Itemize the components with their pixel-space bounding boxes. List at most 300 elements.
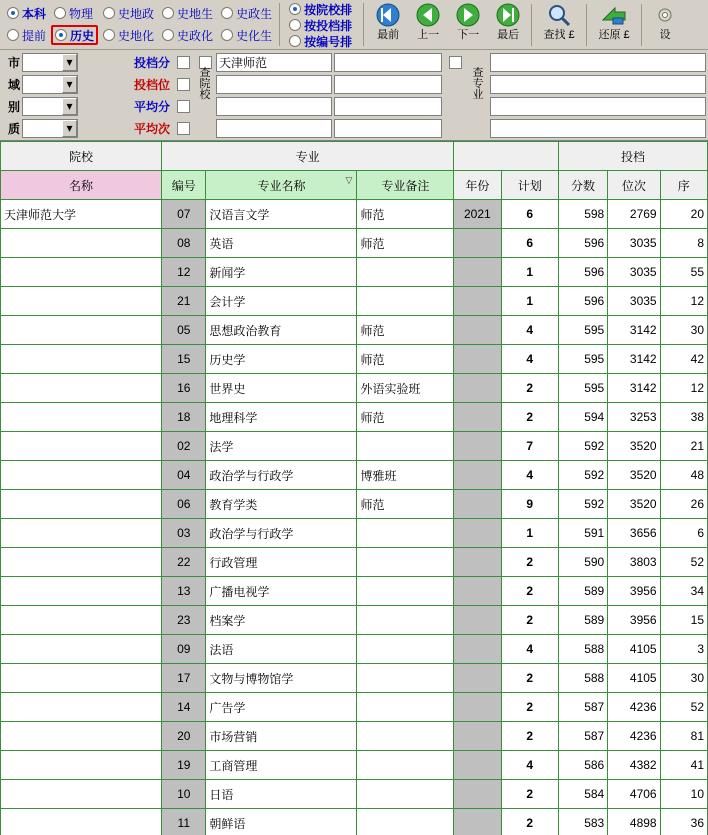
cell-plan: 2 [501, 403, 558, 432]
cell-order: 48 [660, 461, 707, 490]
cell-score: 587 [558, 722, 607, 751]
radio-label: 史地化 [118, 28, 155, 43]
radio-lishi[interactable] [51, 25, 98, 45]
cell-score: 592 [558, 490, 607, 519]
quality-combo[interactable] [22, 119, 78, 138]
cell-year [454, 519, 501, 548]
button-label: 上一 [417, 29, 440, 41]
cell-major-name: 新闻学 [206, 258, 357, 287]
cell-major-code: 06 [162, 490, 206, 519]
cell-school-name [1, 461, 162, 490]
radio-shizhenghua[interactable] [159, 25, 216, 45]
cell-rank: 4898 [608, 809, 660, 835]
cell-major-code: 12 [162, 258, 206, 287]
cell-major-note [357, 577, 454, 606]
gear-icon [656, 1, 674, 29]
settings-button[interactable] [645, 1, 685, 47]
group-header-blank [454, 142, 559, 171]
rank-checkbox[interactable] [177, 78, 190, 91]
cell-major-name: 广告学 [206, 693, 357, 722]
cell-major-name: 政治学与行政学 [206, 519, 357, 548]
last-page-icon [493, 1, 523, 29]
button-label: 查找 £ [543, 29, 575, 41]
cell-year [454, 229, 501, 258]
table-row[interactable] [1, 490, 708, 519]
school-extra-input-5[interactable] [334, 97, 442, 116]
cell-major-name: 思想政治教育 [206, 316, 357, 345]
cell-year [454, 751, 501, 780]
major-filter-checkbox[interactable] [449, 56, 462, 69]
search-button[interactable] [535, 1, 583, 47]
cell-score: 595 [558, 374, 607, 403]
cell-major-note: 外语实验班 [357, 374, 454, 403]
cell-order: 6 [660, 519, 707, 548]
radio-dot-icon [103, 29, 115, 41]
table-row[interactable] [1, 374, 708, 403]
radio-label: 史地政 [118, 6, 155, 21]
cell-major-name: 日语 [206, 780, 357, 809]
cell-major-note: 师范 [357, 229, 454, 258]
search-icon [544, 1, 574, 29]
column-header-plan[interactable]: 计划 [501, 171, 558, 200]
cell-year [454, 548, 501, 577]
cell-rank: 2769 [608, 200, 660, 229]
school-extra-input-2[interactable] [216, 75, 332, 94]
cell-rank: 3142 [608, 345, 660, 374]
cell-rank: 4236 [608, 722, 660, 751]
cell-rank: 3035 [608, 229, 660, 258]
button-label: 最后 [497, 29, 520, 41]
score-checkbox[interactable] [177, 56, 190, 69]
cell-order: 15 [660, 606, 707, 635]
table-row[interactable] [1, 693, 708, 722]
cell-school-name: 天津师范大学 [1, 200, 162, 229]
cell-school-name [1, 432, 162, 461]
radio-dot-icon [162, 7, 174, 19]
cell-major-code: 11 [162, 809, 206, 835]
grid-group-header-row [1, 142, 708, 171]
cell-school-name [1, 751, 162, 780]
cell-year [454, 461, 501, 490]
cell-school-name [1, 229, 162, 258]
filter-label-rank: 投档位 [133, 77, 170, 92]
radio-label: 史地生 [177, 6, 214, 21]
filter-label-quality: 质 [7, 121, 20, 136]
cell-order: 52 [660, 548, 707, 577]
major-checkbox-wrap [444, 56, 466, 69]
radio-shidisheng[interactable] [159, 3, 216, 23]
cell-school-name [1, 403, 162, 432]
cell-order: 12 [660, 374, 707, 403]
toolbar-divider [531, 4, 532, 46]
cell-plan: 9 [501, 490, 558, 519]
chevron-down-icon: ▾ [62, 54, 77, 71]
table-row[interactable] [1, 461, 708, 490]
cell-order: 30 [660, 664, 707, 693]
cell-major-code: 10 [162, 780, 206, 809]
cell-plan: 2 [501, 780, 558, 809]
radio-wuli[interactable] [51, 3, 98, 23]
cell-major-name: 汉语言文学 [206, 200, 357, 229]
cell-major-note [357, 519, 454, 548]
cell-school-name [1, 316, 162, 345]
cell-major-code: 02 [162, 432, 206, 461]
cell-major-note [357, 809, 454, 835]
table-row[interactable] [1, 432, 708, 461]
cell-score: 595 [558, 316, 607, 345]
table-row[interactable] [1, 809, 708, 835]
major-vlabel-wrap-2 [466, 68, 490, 101]
major-extra-input-4[interactable] [490, 119, 706, 138]
cell-score: 584 [558, 780, 607, 809]
radio-label: 按院校排 [304, 2, 353, 17]
cell-major-code: 18 [162, 403, 206, 432]
radio-benke[interactable] [4, 3, 49, 23]
radio-label: 按投档排 [304, 18, 353, 33]
table-row[interactable] [1, 403, 708, 432]
cell-school-name [1, 258, 162, 287]
cell-rank: 4382 [608, 751, 660, 780]
table-row[interactable] [1, 722, 708, 751]
cell-year [454, 809, 501, 835]
type-combo[interactable] [22, 97, 78, 116]
major-extra-input-3[interactable] [490, 97, 706, 116]
cell-score: 591 [558, 519, 607, 548]
city-combo[interactable] [22, 53, 78, 72]
toolbar-divider [586, 4, 587, 46]
radio-label: 物理 [69, 6, 94, 21]
cell-score: 589 [558, 606, 607, 635]
cell-major-code: 13 [162, 577, 206, 606]
cell-plan: 6 [501, 229, 558, 258]
cell-major-note: 师范 [357, 345, 454, 374]
radio-tiqian[interactable] [4, 25, 49, 45]
filter-label-avg-score: 平均分 [133, 99, 170, 114]
cell-major-code: 20 [162, 722, 206, 751]
cell-major-code: 16 [162, 374, 206, 403]
cell-score: 596 [558, 229, 607, 258]
radio-label: 本科 [22, 6, 47, 21]
column-header-name[interactable]: 名称 [1, 171, 162, 200]
group-header-school: 院校 [1, 142, 162, 171]
column-header-major-note[interactable]: 专业备注 [357, 171, 454, 200]
cell-major-note: 师范 [357, 200, 454, 229]
button-label: 设 [659, 29, 671, 41]
cell-score: 590 [558, 548, 607, 577]
cell-order: 42 [660, 345, 707, 374]
cell-rank: 4236 [608, 693, 660, 722]
radio-label: 史政生 [236, 6, 273, 21]
avg-rank-checkbox[interactable] [177, 122, 190, 135]
cell-score: 596 [558, 258, 607, 287]
cell-year [454, 606, 501, 635]
cell-rank: 3253 [608, 403, 660, 432]
cell-school-name [1, 287, 162, 316]
cell-major-name: 教育学类 [206, 490, 357, 519]
table-row[interactable] [1, 345, 708, 374]
cell-order: 55 [660, 258, 707, 287]
cell-score: 586 [558, 751, 607, 780]
cell-major-note: 师范 [357, 403, 454, 432]
cell-order: 41 [660, 751, 707, 780]
table-row[interactable] [1, 316, 708, 345]
region-combo[interactable] [22, 75, 78, 94]
toolbar-divider [279, 3, 280, 46]
cell-major-note [357, 751, 454, 780]
cell-plan: 2 [501, 664, 558, 693]
first-page-button[interactable] [368, 1, 408, 47]
major-extra-input-1[interactable] [490, 53, 706, 72]
radio-dot-icon [289, 3, 301, 15]
sort-radio-group [284, 0, 359, 49]
cell-plan: 2 [501, 606, 558, 635]
button-label: 下一 [457, 29, 480, 41]
radio-dot-icon [7, 29, 19, 41]
cell-major-code: 05 [162, 316, 206, 345]
cell-major-code: 17 [162, 664, 206, 693]
cell-school-name [1, 374, 162, 403]
subject-radio-group [0, 0, 275, 49]
cell-score: 588 [558, 635, 607, 664]
cell-rank: 3035 [608, 258, 660, 287]
cell-school-name [1, 635, 162, 664]
school-search-label: 查院校 [199, 66, 211, 101]
column-header-score[interactable]: 分数 [558, 171, 607, 200]
cell-rank: 3956 [608, 606, 660, 635]
cell-school-name [1, 722, 162, 751]
cell-major-code: 08 [162, 229, 206, 258]
radio-label: 史政化 [177, 28, 214, 43]
cell-plan: 1 [501, 287, 558, 316]
cell-year [454, 490, 501, 519]
avg-rank-checkbox-wrap [172, 122, 194, 135]
school-extra-input-4[interactable] [216, 97, 332, 116]
radio-dot-icon [103, 7, 115, 19]
table-row[interactable] [1, 664, 708, 693]
radio-dot-icon [221, 29, 233, 41]
cell-rank: 3142 [608, 316, 660, 345]
cell-major-name: 地理科学 [206, 403, 357, 432]
cell-major-name: 行政管理 [206, 548, 357, 577]
cell-plan: 2 [501, 693, 558, 722]
school-extra-input-1[interactable] [334, 53, 442, 72]
prev-page-icon [413, 1, 443, 29]
cell-order: 52 [660, 693, 707, 722]
cell-plan: 4 [501, 461, 558, 490]
cell-major-name: 世界史 [206, 374, 357, 403]
cell-year [454, 577, 501, 606]
filter-label-region: 域 [7, 77, 20, 92]
radio-dot-icon [55, 29, 67, 41]
radio-label: 提前 [22, 28, 47, 43]
grid-header-row [1, 171, 708, 200]
table-row[interactable] [1, 635, 708, 664]
radio-dot-icon [54, 7, 66, 19]
table-row[interactable] [1, 258, 708, 287]
table-row[interactable] [1, 200, 708, 229]
cell-order: 81 [660, 722, 707, 751]
cell-score: 589 [558, 577, 607, 606]
avg-score-checkbox[interactable] [177, 100, 190, 113]
school-vlabel-wrap [194, 68, 216, 101]
radio-dot-icon [7, 7, 19, 19]
cell-order: 38 [660, 403, 707, 432]
toolbar-divider [641, 4, 642, 46]
cell-major-note [357, 693, 454, 722]
cell-major-code: 14 [162, 693, 206, 722]
cell-year [454, 374, 501, 403]
cell-school-name [1, 577, 162, 606]
group-header-major: 专业 [162, 142, 454, 171]
next-page-button[interactable] [448, 1, 488, 47]
first-page-icon [373, 1, 403, 29]
cell-year [454, 635, 501, 664]
column-header-label: 专业名称 [257, 178, 306, 193]
cell-year [454, 258, 501, 287]
cell-score: 592 [558, 461, 607, 490]
cell-rank: 3956 [608, 577, 660, 606]
cell-year [454, 432, 501, 461]
cell-major-name: 市场营销 [206, 722, 357, 751]
cell-school-name [1, 809, 162, 835]
radio-dot-icon [289, 19, 301, 31]
cell-major-note [357, 722, 454, 751]
cell-major-note [357, 664, 454, 693]
radio-dot-icon [221, 7, 233, 19]
cell-major-code: 19 [162, 751, 206, 780]
cell-score: 587 [558, 693, 607, 722]
column-header-code[interactable]: 编号 [162, 171, 206, 200]
next-page-icon [453, 1, 483, 29]
cell-major-name: 会计学 [206, 287, 357, 316]
cell-major-code: 21 [162, 287, 206, 316]
filter-label-city: 市 [7, 55, 20, 70]
cell-year [454, 693, 501, 722]
cell-rank: 4706 [608, 780, 660, 809]
cell-major-code: 23 [162, 606, 206, 635]
cell-major-name: 英语 [206, 229, 357, 258]
grid-body [1, 200, 708, 835]
cell-plan: 1 [501, 258, 558, 287]
chevron-down-icon: ▾ [62, 120, 77, 137]
cell-major-name: 法学 [206, 432, 357, 461]
cell-school-name [1, 548, 162, 577]
table-row[interactable] [1, 519, 708, 548]
radio-sort-by-score[interactable] [286, 17, 355, 33]
cell-year [454, 287, 501, 316]
cell-major-note [357, 635, 454, 664]
major-extra-input-2[interactable] [490, 75, 706, 94]
cell-plan: 2 [501, 577, 558, 606]
cell-plan: 2 [501, 548, 558, 577]
cell-school-name [1, 664, 162, 693]
cell-major-code: 09 [162, 635, 206, 664]
table-row[interactable] [1, 577, 708, 606]
cell-plan: 2 [501, 374, 558, 403]
radio-label: 历史 [70, 28, 95, 43]
cell-major-name: 朝鲜语 [206, 809, 357, 835]
cell-major-note [357, 258, 454, 287]
cell-plan: 6 [501, 200, 558, 229]
cell-major-code: 04 [162, 461, 206, 490]
radio-dot-icon [162, 29, 174, 41]
cell-rank: 4105 [608, 664, 660, 693]
sort-descending-icon: ▽ [345, 175, 353, 185]
table-row[interactable] [1, 751, 708, 780]
radio-shidihua[interactable] [100, 25, 157, 45]
group-header-admission: 投档 [558, 142, 707, 171]
avg-score-checkbox-wrap [172, 100, 194, 113]
school-name-input[interactable]: 天津师范 [216, 53, 332, 72]
prev-page-button[interactable] [408, 1, 448, 47]
cell-rank: 3520 [608, 461, 660, 490]
cell-plan: 4 [501, 751, 558, 780]
cell-major-name: 广播电视学 [206, 577, 357, 606]
radio-sort-by-code[interactable] [286, 33, 355, 49]
table-row[interactable] [1, 229, 708, 258]
cell-major-code: 22 [162, 548, 206, 577]
cell-order: 8 [660, 229, 707, 258]
toolbar-divider [363, 3, 364, 46]
radio-label: 史化生 [236, 28, 273, 43]
radio-shizhengsheng[interactable] [218, 3, 275, 23]
table-row[interactable] [1, 548, 708, 577]
cell-score: 594 [558, 403, 607, 432]
last-page-button[interactable] [488, 1, 528, 47]
table-row[interactable] [1, 287, 708, 316]
cell-year: 2021 [454, 200, 501, 229]
column-header-major-name[interactable] [206, 171, 357, 200]
cell-year [454, 780, 501, 809]
cell-year [454, 403, 501, 432]
column-header-order[interactable]: 序 [660, 171, 707, 200]
radio-shihuasheng[interactable] [218, 25, 275, 45]
cell-order: 30 [660, 316, 707, 345]
school-extra-input-7[interactable] [334, 119, 442, 138]
cell-order: 3 [660, 635, 707, 664]
radio-shidizheng[interactable] [100, 3, 157, 23]
cell-school-name [1, 780, 162, 809]
filter-label-score: 投档分 [133, 55, 170, 70]
radio-sort-by-school[interactable] [286, 1, 355, 17]
cell-order: 26 [660, 490, 707, 519]
cell-major-code: 15 [162, 345, 206, 374]
cell-year [454, 316, 501, 345]
table-row[interactable] [1, 606, 708, 635]
restore-button[interactable] [590, 1, 638, 47]
button-label: 最前 [377, 29, 400, 41]
restore-icon [599, 1, 629, 29]
data-grid[interactable] [0, 140, 708, 835]
cell-plan: 4 [501, 345, 558, 374]
school-extra-input-6[interactable] [216, 119, 332, 138]
column-header-rank[interactable]: 位次 [608, 171, 660, 200]
cell-major-code: 07 [162, 200, 206, 229]
cell-major-note: 博雅班 [357, 461, 454, 490]
cell-major-name: 政治学与行政学 [206, 461, 357, 490]
button-label: 还原 £ [598, 29, 630, 41]
column-header-year[interactable]: 年份 [454, 171, 501, 200]
cell-order: 21 [660, 432, 707, 461]
table-row[interactable] [1, 780, 708, 809]
cell-plan: 2 [501, 809, 558, 835]
school-extra-input-3[interactable] [334, 75, 442, 94]
cell-major-code: 03 [162, 519, 206, 548]
cell-score: 583 [558, 809, 607, 835]
cell-major-note [357, 780, 454, 809]
cell-school-name [1, 693, 162, 722]
cell-plan: 4 [501, 316, 558, 345]
